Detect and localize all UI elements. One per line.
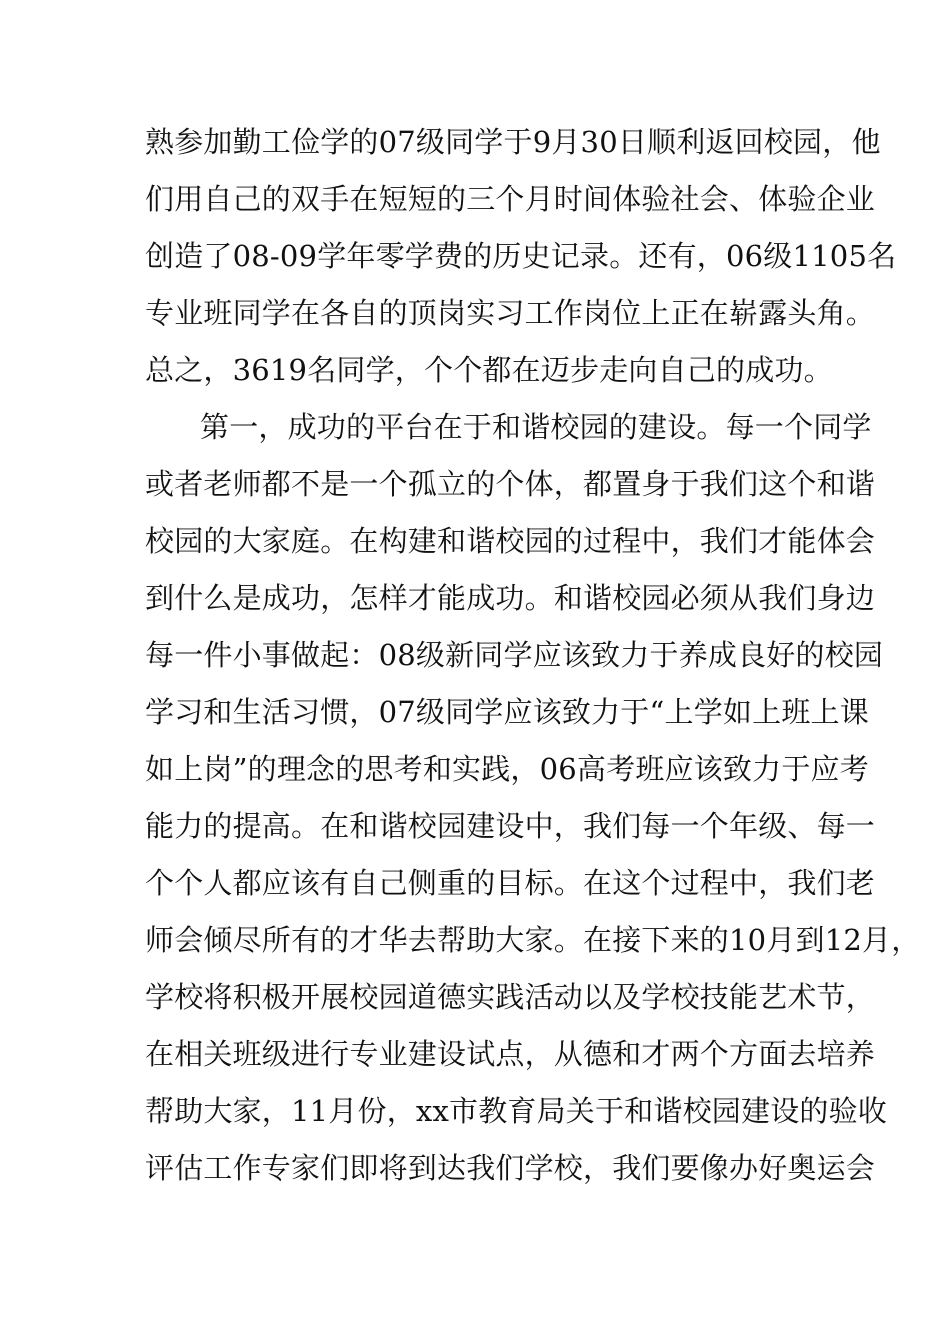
- text-line: 每一件小事做起：08级新同学应该致力于养成良好的校园: [145, 638, 884, 672]
- text-line: 创造了08-09学年零学费的历史记录。还有，06级1105名: [145, 239, 897, 273]
- text-line: 校园的大家庭。在构建和谐校园的过程中，我们才能体会: [145, 524, 876, 558]
- text-line: 如上岗”的理念的思考和实践，06高考班应该致力于应考: [145, 752, 869, 786]
- text-line: 评估工作专家们即将到达我们学校，我们要像办好奥运会: [145, 1151, 876, 1185]
- text-line: 总之，3619名同学，个个都在迈步走向自己的成功。: [145, 353, 833, 387]
- text-line: 到什么是成功，怎样才能成功。和谐校园必须从我们身边: [145, 581, 876, 615]
- paragraph-first-line: 第一，成功的平台在于和谐校园的建设。每一个同学: [200, 410, 872, 444]
- text-line: 能力的提高。在和谐校园建设中，我们每一个年级、每一: [145, 809, 876, 843]
- text-line: 熟参加勤工俭学的07级同学于9月30日顺利返回校园，他: [145, 125, 881, 159]
- text-line: 在相关班级进行专业建设试点，从德和才两个方面去培养: [145, 1037, 876, 1071]
- text-line: 个个人都应该有自己侧重的目标。在这个过程中，我们老: [145, 866, 876, 900]
- text-line: 学校将积极开展校园道德实践活动以及学校技能艺术节，: [145, 980, 876, 1014]
- text-line: 专业班同学在各自的顶岗实习工作岗位上正在崭露头角。: [145, 296, 876, 330]
- text-line: 学习和生活习惯，07级同学应该致力于“上学如上班上课: [145, 695, 869, 729]
- text-line: 或者老师都不是一个孤立的个体，都置身于我们这个和谐: [145, 467, 876, 501]
- text-line: 们用自己的双手在短短的三个月时间体验社会、体验企业: [145, 182, 876, 216]
- text-line: 师会倾尽所有的才华去帮助大家。在接下来的10月到12月，: [145, 923, 921, 957]
- text-line: 帮助大家，11月份，xx市教育局关于和谐校园建设的验收: [145, 1094, 888, 1128]
